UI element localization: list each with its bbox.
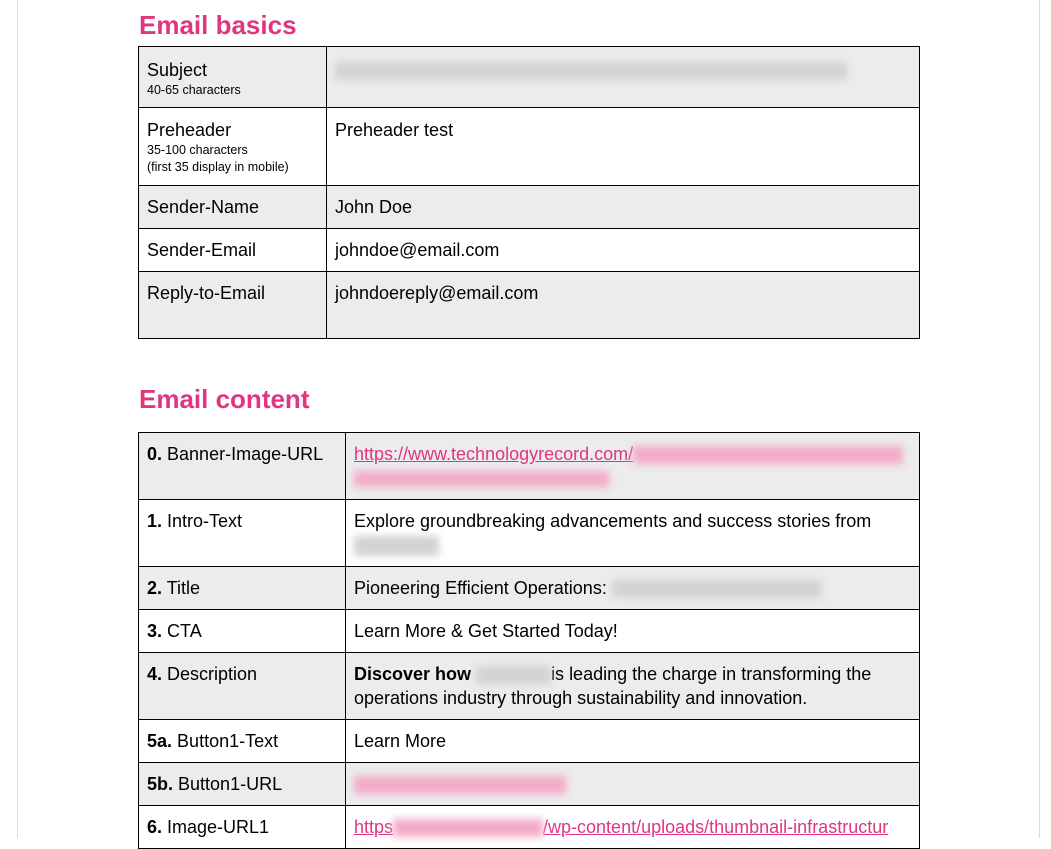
email-basics-table: [138, 46, 920, 339]
row-number: 1.: [147, 511, 163, 531]
row-label: Button1-Text: [177, 731, 279, 751]
image-url-link-start[interactable]: https: [354, 817, 394, 837]
row-hint: 40-65 characters: [147, 83, 241, 97]
row-hint: (first 35 display in mobile): [147, 160, 289, 174]
table-row-subject: [139, 47, 920, 108]
row-number: 5a.: [147, 731, 173, 751]
row-number: 4.: [147, 664, 163, 684]
redacted-subject: [335, 62, 847, 80]
row-label: Description: [167, 664, 258, 684]
row-number: 0.: [147, 444, 163, 464]
cell-label: [139, 653, 346, 720]
row-number: 2.: [147, 578, 163, 598]
row-number: 3.: [147, 621, 163, 641]
table-row-image-url1: [139, 806, 920, 849]
cell-value[interactable]: [327, 47, 920, 108]
row-number: 5b.: [147, 774, 174, 794]
title-text: Pioneering Efficient Operations:: [354, 578, 607, 598]
cell-value: [346, 763, 920, 806]
table-row-description: [139, 653, 920, 720]
cell-value: [346, 653, 920, 720]
table-row-sender-email: [139, 229, 920, 272]
document-page: [17, 0, 1040, 838]
section-heading-content: Email content: [139, 384, 310, 414]
row-hint: 35-100 characters: [147, 143, 248, 157]
redacted-text: [612, 580, 822, 598]
intro-text: Explore groundbreaking advancements and success stories from: [354, 511, 872, 531]
cell-label: [139, 806, 346, 849]
table-row-button1-url: [139, 763, 920, 806]
table-row-intro: [139, 500, 920, 567]
row-label: Sender-Name: [139, 186, 327, 229]
image-url-link-end[interactable]: /wp-content/uploads/thumbnail-infrastructur: [543, 817, 889, 837]
email-content-table: [138, 432, 920, 849]
redacted-text: [476, 666, 551, 684]
redacted-url: [354, 471, 609, 487]
banner-image-link[interactable]: https://www.technologyrecord.com/: [354, 444, 634, 464]
description-bold: Discover how: [354, 664, 472, 684]
cell-label: [139, 433, 346, 500]
redacted-url: [633, 446, 903, 464]
redacted-url[interactable]: [354, 776, 566, 794]
row-label: Button1-URL: [178, 774, 283, 794]
cell-label: [139, 108, 327, 186]
row-number: 6.: [147, 817, 163, 837]
table-row-banner: [139, 433, 920, 500]
table-row-cta: [139, 610, 920, 653]
cell-value: [346, 500, 920, 567]
row-label: Banner-Image-URL: [167, 444, 324, 464]
table-row-reply-to: [139, 272, 920, 339]
table-row-title: [139, 567, 920, 610]
table-row-preheader: [139, 108, 920, 186]
description-text: operations industry through sustainability and innovation.: [354, 688, 808, 708]
cell-value[interactable]: johndoe@email.com: [327, 229, 920, 272]
cell-value: [346, 806, 920, 849]
cell-value: Learn More: [346, 720, 920, 763]
row-label: Preheader: [147, 120, 232, 140]
redacted-url: [393, 819, 543, 837]
cell-value[interactable]: John Doe: [327, 186, 920, 229]
row-label: Reply-to-Email: [139, 272, 327, 339]
cell-value: [346, 433, 920, 500]
row-label: Sender-Email: [139, 229, 327, 272]
section-heading-basics: Email basics: [139, 10, 297, 40]
row-label: Intro-Text: [167, 511, 243, 531]
cell-label: [139, 500, 346, 567]
cell-label: [139, 610, 346, 653]
redacted-text: [354, 536, 439, 556]
row-label: CTA: [167, 621, 202, 641]
description-text: is leading the charge in transforming the: [551, 664, 872, 684]
table-row-sender-name: [139, 186, 920, 229]
cell-value: Learn More & Get Started Today!: [346, 610, 920, 653]
cell-value[interactable]: johndoereply@email.com: [327, 272, 920, 339]
table-row-button1-text: [139, 720, 920, 763]
cell-value: [346, 567, 920, 610]
cell-label: [139, 47, 327, 108]
row-label: Subject: [147, 60, 208, 80]
row-label: Title: [166, 578, 201, 598]
cell-label: [139, 720, 346, 763]
cell-value[interactable]: Preheader test: [327, 108, 920, 186]
cell-label: [139, 567, 346, 610]
cell-label: [139, 763, 346, 806]
row-label: Image-URL1: [167, 817, 270, 837]
